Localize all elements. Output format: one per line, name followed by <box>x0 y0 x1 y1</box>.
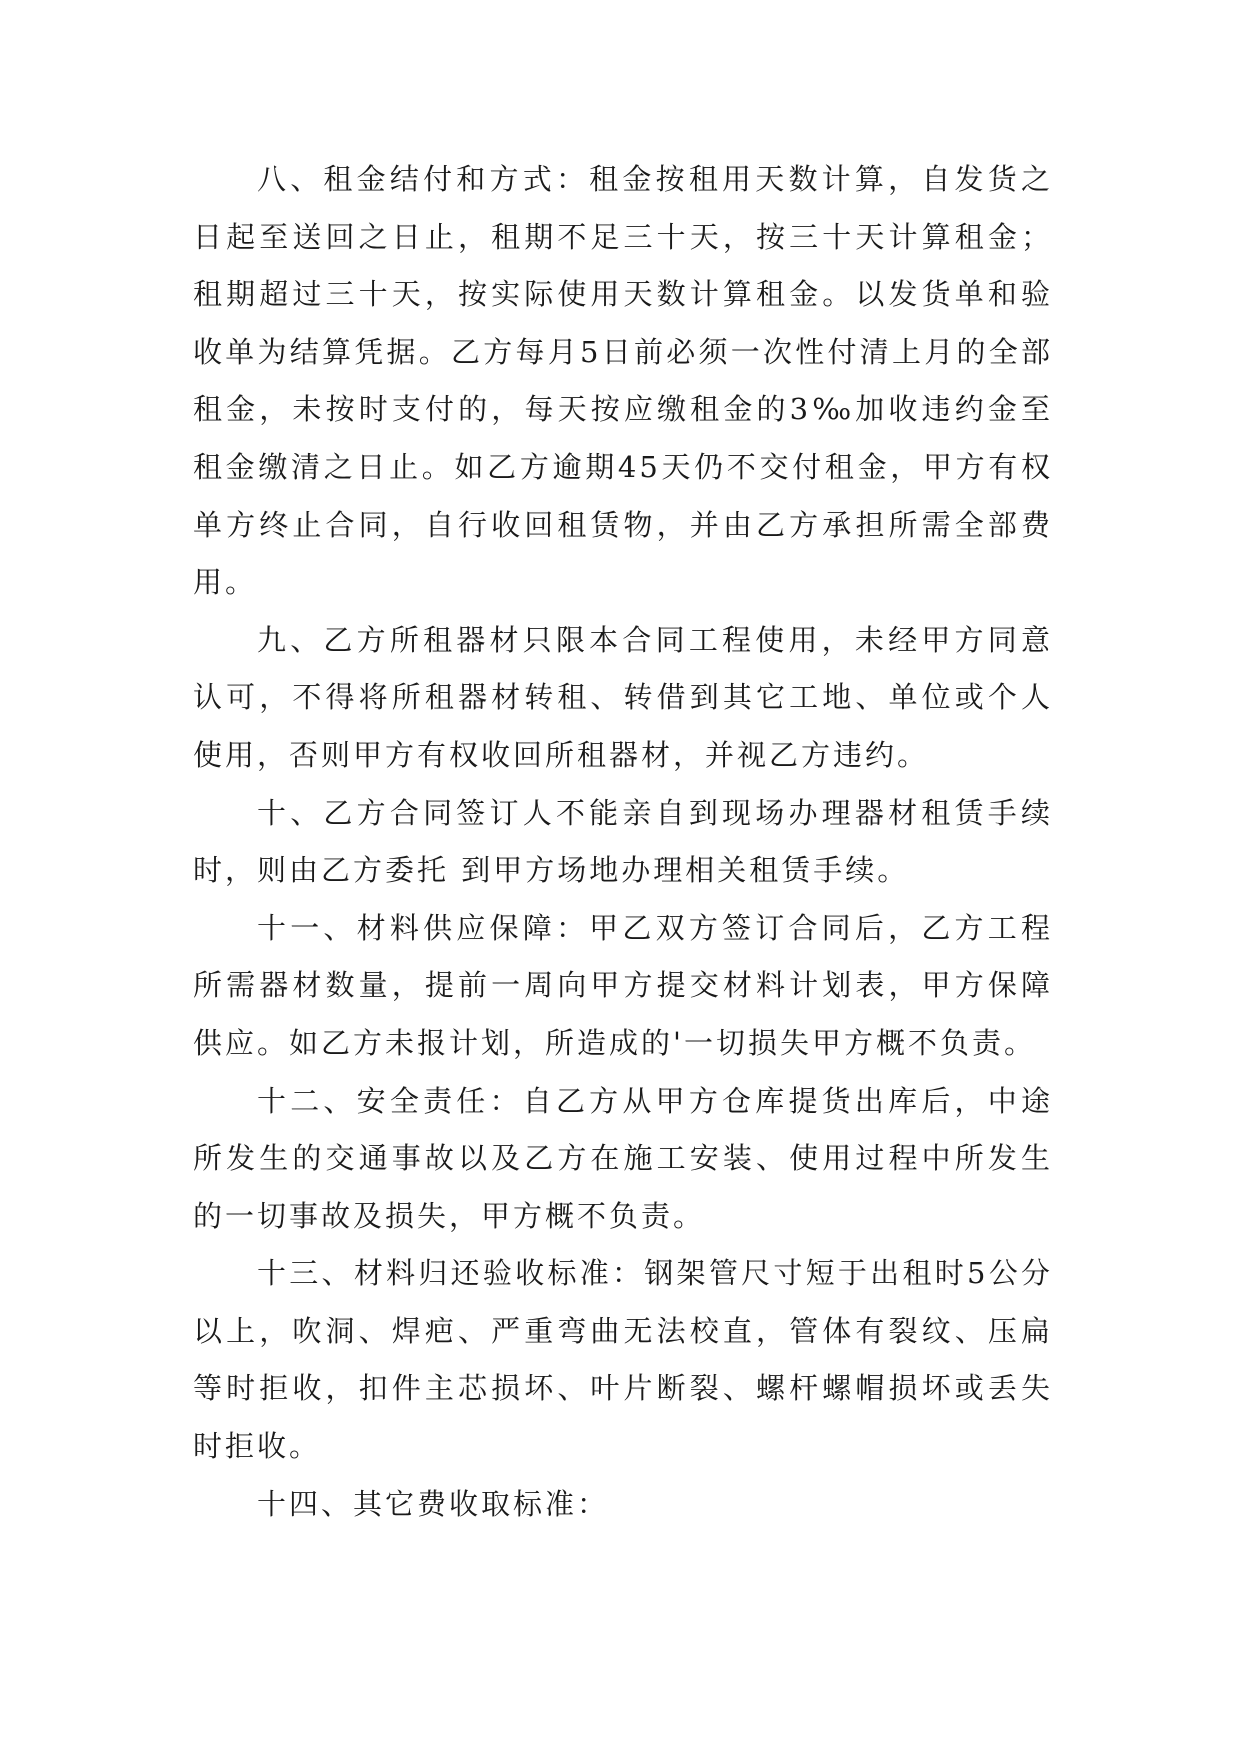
paragraph-clause-8: 八、租金结付和方式：租金按租用天数计算，自发货之日起至送回之日止，租期不足三十天，按三十天计算租金；租期超过三十天，按实际使用天数计算租金。以发货单和验收单为结算凭据。乙方每月5日前必须一次性付清上月的全部租金，未按时支付的，每天按应缴租金的3‰加收违约金至租金缴清之日止。如乙方逾期45天仍不交付租金，甲方有权单方终止合同，自行收回租赁物，并由乙方承担所需全部费用。 <box>193 162 1053 600</box>
paragraph-clause-11: 十一、材料供应保障：甲乙双方签订合同后，乙方工程所需器材数量，提前一周向甲方提交材料计划表，甲方保障供应。如乙方未报计划，所造成的'一切损失甲方概不负责。 <box>193 910 1053 1060</box>
paragraph-clause-10: 十、乙方合同签订人不能亲自到现场办理器材租赁手续时，则由乙方委托 到甲方场地办理相关租赁手续。 <box>193 795 1053 888</box>
paragraph-clause-13: 十三、材料归还验收标准：钢架管尺寸短于出租时5公分以上，吹洞、焊疤、严重弯曲无法校直，管体有裂纹、压扁等时拒收，扣件主芯损坏、叶片断裂、螺杆螺帽损坏或丢失时拒收。 <box>193 1256 1053 1464</box>
document-body <box>193 151 1053 1533</box>
paragraph-clause-9: 九、乙方所租器材只限本合同工程使用，未经甲方同意认可，不得将所租器材转租、转借到其它工地、单位或个人使用，否则甲方有权收回所租器材，并视乙方违约。 <box>193 622 1053 772</box>
paragraph-clause-14: 十四、其它费收取标准： <box>257 1486 610 1521</box>
paragraph-clause-12: 十二、安全责任：自乙方从甲方仓库提货出库后，中途所发生的交通事故以及乙方在施工安装、使用过程中所发生的一切事故及损失，甲方概不负责。 <box>193 1083 1053 1233</box>
